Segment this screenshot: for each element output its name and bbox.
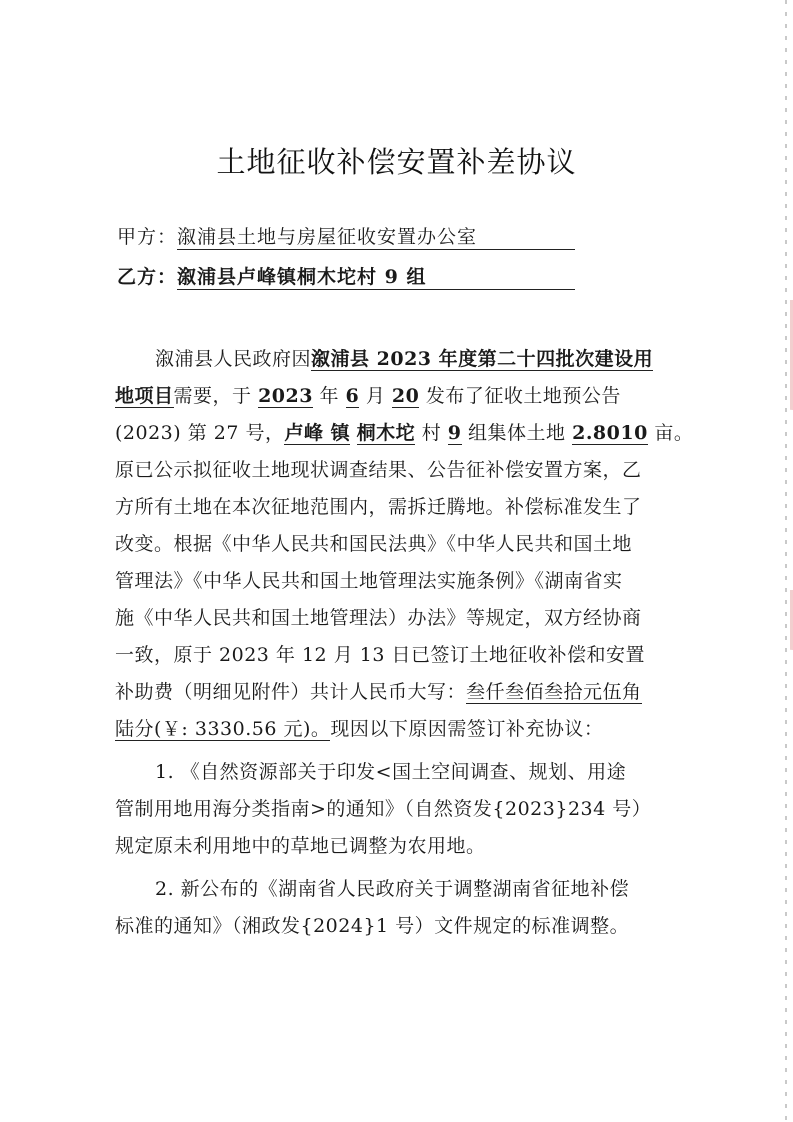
project-name: 溆浦县 2023 年度第二十四批次建设用 (311, 348, 654, 370)
party-a (117, 222, 575, 250)
para1-line6: 改变。根据《中华人民共和国民法典》《中华人民共和国土地 (115, 533, 633, 555)
group-number: 9 (447, 422, 462, 444)
party-a-label: 甲方： (117, 226, 178, 248)
amount-in-figures: 陆分(￥: 3330.56 元)。 (115, 718, 331, 740)
party-b-value: 溆浦县卢峰镇桐木坨村 9 组 (177, 262, 575, 290)
scan-edge-dots (785, 0, 787, 1122)
agreement-body (115, 341, 694, 945)
party-b (117, 262, 575, 290)
party-a-value: 溆浦县土地与房屋征收安置办公室 (177, 222, 575, 250)
para1-line5: 方所有土地在本次征地范围内，需拆迁腾地。补偿标准发生了 (115, 496, 642, 518)
para1-line11: 陆分(￥: 3330.56 元)。现因以下原因需签订补充协议： (115, 718, 604, 740)
item1-line2: 管制用地用海分类指南>的通知》（自然资发{2023}234 号） (115, 798, 652, 820)
para1-line7: 管理法》《中华人民共和国土地管理法实施条例》《湖南省实 (115, 570, 623, 592)
item2-line2: 标准的通知》（湘政发{2024}1 号）文件规定的标准调整。 (115, 915, 630, 937)
notice-year: 2023 (258, 385, 313, 407)
para1-line1: 溆浦县人民政府因溆浦县 2023 年度第二十四批次建设用 (155, 348, 654, 370)
town-name: 卢峰 镇 (284, 422, 351, 444)
party-b-label: 乙方： (117, 266, 178, 288)
land-area: 2.8010 (572, 422, 648, 444)
para1-line10: 补助费（明细见附件）共计人民币大写：叁仟叁佰叁拾元伍角 (115, 681, 642, 703)
amount-in-words: 叁仟叁佰叁拾元伍角 (466, 681, 642, 703)
para1-line8: 施《中华人民共和国土地管理法）办法》等规定，双方经协商 (115, 607, 642, 629)
notice-day: 20 (391, 385, 420, 407)
para1-line2: 地项目需要，于 2023 年 6 月 20 发布了征收土地预公告 (115, 385, 621, 407)
document-title: 土地征收补偿安置补差协议 (216, 145, 577, 179)
item2-line1: 2. 新公布的《湖南省人民政府关于调整湖南省征地补偿 (155, 878, 630, 900)
village-name: 桐木坨 (356, 422, 416, 444)
para1-line3: (2023) 第 27 号，卢峰 镇 桐木坨 村 9 组集体土地 2.8010 亩。 (115, 422, 694, 444)
para1-line9: 一致，原于 2023 年 12 月 13 日已签订土地征收补偿和安置 (115, 644, 645, 666)
item1-line3: 规定原未利用地中的草地已调整为农用地。 (115, 835, 486, 857)
para1-line4: 原已公示拟征收土地现状调查结果、公告征补偿安置方案，乙 (115, 459, 642, 481)
notice-month: 6 (345, 385, 360, 407)
item1-line1: 1. 《自然资源部关于印发<国土空间调查、规划、用途 (155, 761, 627, 783)
